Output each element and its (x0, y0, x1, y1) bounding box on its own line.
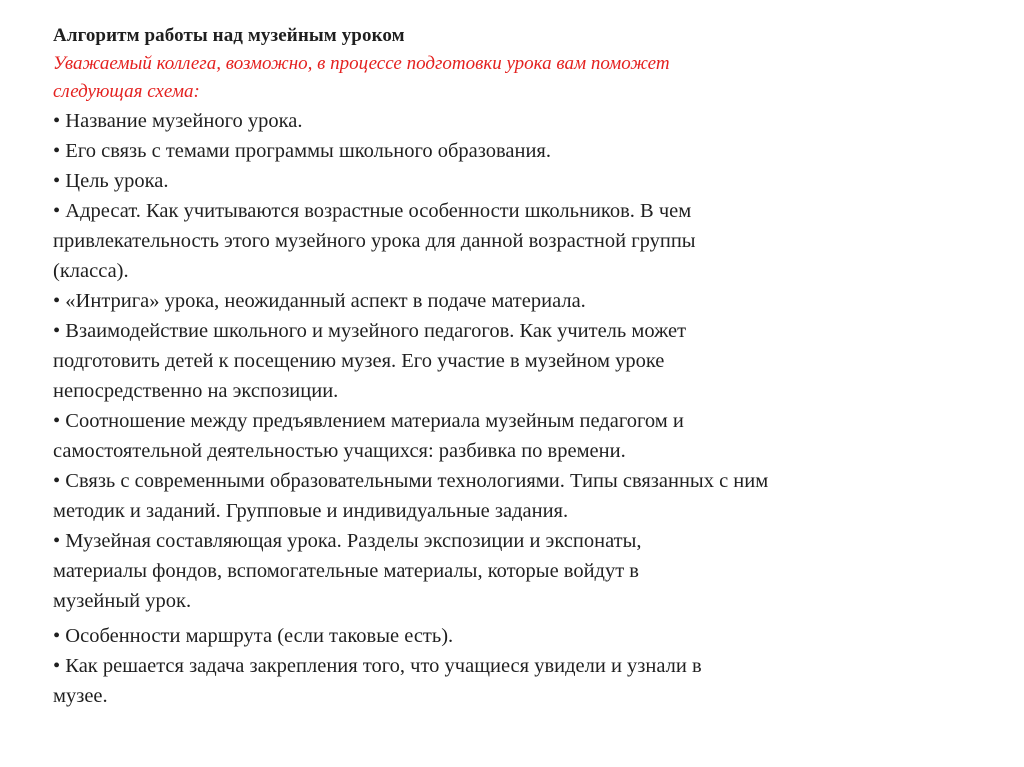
list-item-line: непосредственно на экспозиции. (53, 380, 339, 402)
slide-subtitle (53, 50, 933, 106)
subtitle-line: следующая схема: (53, 81, 200, 102)
list-item (53, 196, 973, 286)
list-item-line: • Цель урока. (53, 170, 169, 192)
list-item-line: самостоятельной деятельностью учащихся: разбивка по времени. (53, 440, 626, 462)
list-item-line: привлекательность этого музейного урока для данной возрастной группы (53, 230, 696, 252)
list-item (53, 621, 973, 651)
list-item-line: музее. (53, 685, 108, 707)
list-item (53, 651, 973, 711)
list-item-line: музейный урок. (53, 590, 192, 612)
list-item (53, 526, 973, 616)
list-item-line: • Взаимодействие школьного и музейного педагогов. Как учитель может (53, 320, 687, 342)
list-item-line: • Связь с современными образовательными технологиями. Типы связанных с ним (53, 470, 769, 492)
list-item-line: материалы фондов, вспомогательные материалы, которые войдут в (53, 560, 639, 582)
list-item-line: методик и заданий. Групповые и индивидуальные задания. (53, 500, 569, 522)
list-item (53, 406, 973, 466)
slide-content (53, 22, 973, 711)
bullet-list (53, 106, 973, 711)
list-item-line: • «Интрига» урока, неожиданный аспект в подаче материала. (53, 290, 586, 312)
list-item (53, 316, 973, 406)
list-item-line: • Соотношение между предъявлением материала музейным педагогом и (53, 410, 684, 432)
list-item (53, 136, 973, 166)
list-item (53, 106, 973, 136)
slide-title: Алгоритм работы над музейным уроком (53, 25, 405, 46)
subtitle-line: Уважаемый коллега, возможно, в процессе подготовки урока вам поможет (53, 53, 670, 74)
list-item (53, 166, 973, 196)
list-item-line: • Как решается задача закрепления того, что учащиеся увидели и узнали в (53, 655, 702, 677)
list-item-line: подготовить детей к посещению музея. Его участие в музейном уроке (53, 350, 665, 372)
list-item (53, 286, 973, 316)
list-item-line: • Особенности маршрута (если таковые есть). (53, 625, 454, 647)
list-item-line: • Название музейного урока. (53, 110, 303, 132)
list-item-line: (класса). (53, 260, 129, 282)
list-item-line: • Адресат. Как учитываются возрастные особенности школьников. В чем (53, 200, 692, 222)
list-item-line: • Его связь с темами программы школьного образования. (53, 140, 551, 162)
list-item-line: • Музейная составляющая урока. Разделы экспозиции и экспонаты, (53, 530, 642, 552)
list-item (53, 466, 973, 526)
